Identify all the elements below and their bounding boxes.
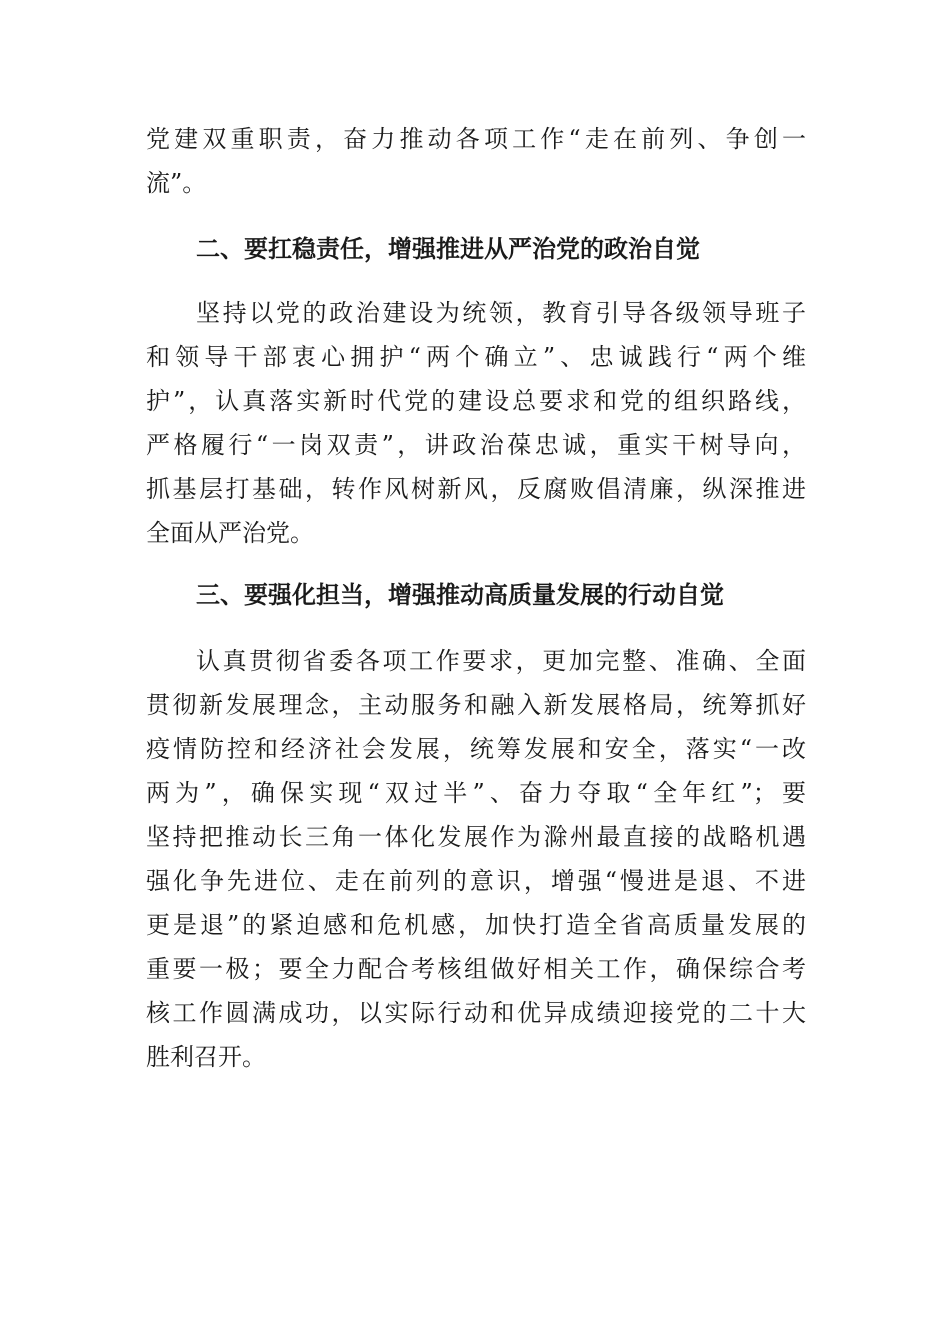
paragraph-line: 护”，认真落实新时代党的建设总要求和党的组织路线， bbox=[146, 387, 806, 415]
paragraph-line: 抓基层打基础，转作风树新风，反腐败倡清廉，纵深推进 bbox=[146, 475, 806, 503]
paragraph-line: 和领导干部衷心拥护“两个确立”、忠诚践行“两个维 bbox=[146, 343, 806, 371]
section-heading: 二、要扛稳责任，增强推进从严治党的政治自觉 bbox=[196, 235, 700, 263]
paragraph-line: 疫情防控和经济社会发展，统筹发展和安全，落实“一改 bbox=[146, 735, 806, 763]
paragraph-line: 更是退”的紧迫感和危机感，加快打造全省高质量发展的 bbox=[146, 911, 806, 939]
paragraph-line: 全面从严治党。 bbox=[146, 519, 314, 547]
paragraph-line: 坚持把推动长三角一体化发展作为滁州最直接的战略机遇 bbox=[146, 823, 806, 851]
paragraph-line: 两为”，确保实现“双过半”、奋力夺取“全年红”；要 bbox=[146, 779, 806, 807]
paragraph-line: 重要一极；要全力配合考核组做好相关工作，确保综合考 bbox=[146, 955, 806, 983]
paragraph-line: 严格履行“一岗双责”，讲政治葆忠诚，重实干树导向， bbox=[146, 431, 806, 459]
paragraph-line: 坚持以党的政治建设为统领，教育引导各级领导班子 bbox=[196, 299, 806, 327]
paragraph-line: 强化争先进位、走在前列的意识，增强“慢进是退、不进 bbox=[146, 867, 806, 895]
paragraph-line: 贯彻新发展理念，主动服务和融入新发展格局，统筹抓好 bbox=[146, 691, 806, 719]
paragraph-line: 流”。 bbox=[146, 169, 207, 197]
paragraph-line: 认真贯彻省委各项工作要求，更加完整、准确、全面 bbox=[196, 647, 806, 675]
paragraph-line: 核工作圆满成功，以实际行动和优异成绩迎接党的二十大 bbox=[146, 999, 806, 1027]
paragraph-line: 胜利召开。 bbox=[146, 1043, 266, 1071]
section-heading: 三、要强化担当，增强推动高质量发展的行动自觉 bbox=[196, 581, 724, 609]
paragraph-line: 党建双重职责，奋力推动各项工作“走在前列、争创一 bbox=[146, 125, 806, 153]
